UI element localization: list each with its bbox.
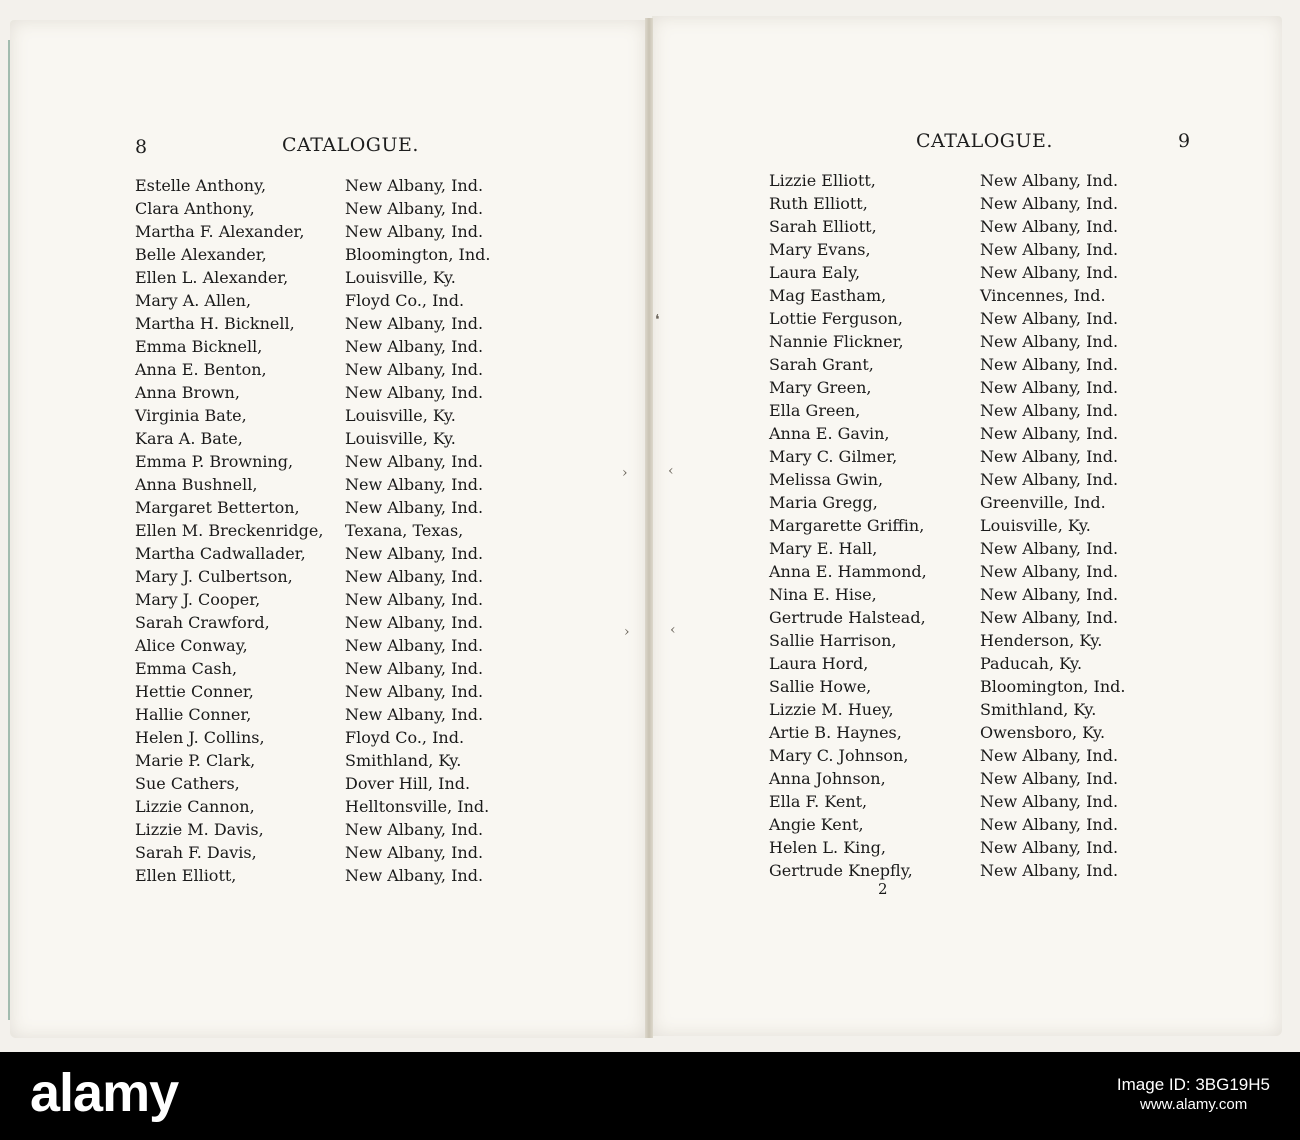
student-hometown: New Albany, Ind. — [345, 199, 484, 218]
student-hometown: New Albany, Ind. — [345, 866, 484, 885]
student-name: Kara A. Bate, — [135, 429, 243, 448]
alamy-logo: alamy — [30, 1063, 179, 1123]
student-hometown: New Albany, Ind. — [345, 590, 484, 609]
student-name: Anna Bushnell, — [135, 475, 258, 494]
student-name: Maria Gregg, — [769, 493, 878, 512]
student-hometown: Smithland, Ky. — [980, 700, 1097, 719]
student-name: Martha Cadwallader, — [135, 544, 306, 563]
student-hometown: Floyd Co., Ind. — [345, 291, 465, 310]
student-name: Lottie Ferguson, — [769, 309, 903, 328]
student-name: Helen L. King, — [769, 838, 886, 857]
student-name: Hallie Conner, — [135, 705, 252, 724]
student-name: Mary E. Hall, — [769, 539, 878, 558]
right-page — [652, 16, 1282, 1036]
student-name: Mag Eastham, — [769, 286, 887, 305]
student-hometown: New Albany, Ind. — [980, 401, 1119, 420]
student-name: Laura Hord, — [769, 654, 869, 673]
student-name: Lizzie M. Huey, — [769, 700, 894, 719]
student-name: Martha F. Alexander, — [135, 222, 305, 241]
student-hometown: New Albany, Ind. — [345, 222, 484, 241]
student-name: Mary Evans, — [769, 240, 871, 259]
student-name: Mary C. Johnson, — [769, 746, 909, 765]
student-hometown: Bloomington, Ind. — [345, 245, 491, 264]
student-name: Anna E. Benton, — [135, 360, 267, 379]
student-name: Estelle Anthony, — [135, 176, 267, 195]
student-hometown: New Albany, Ind. — [345, 176, 484, 195]
student-hometown: Louisville, Ky. — [345, 406, 456, 425]
student-name: Gertrude Knepfly, — [769, 861, 913, 880]
left-page — [10, 20, 646, 1038]
student-name: Sarah Elliott, — [769, 217, 877, 236]
student-name: Mary Green, — [769, 378, 872, 397]
student-name: Margaret Betterton, — [135, 498, 300, 517]
student-hometown: Dover Hill, Ind. — [345, 774, 471, 793]
student-name: Nina E. Hise, — [769, 585, 877, 604]
stitch-mark: ❛ — [655, 312, 660, 328]
student-name: Sue Cathers, — [135, 774, 240, 793]
student-hometown: New Albany, Ind. — [345, 843, 484, 862]
student-name: Hettie Conner, — [135, 682, 254, 701]
student-hometown: New Albany, Ind. — [345, 636, 484, 655]
student-hometown: New Albany, Ind. — [980, 608, 1119, 627]
signature-mark: 2 — [878, 880, 888, 898]
student-hometown: Smithland, Ky. — [345, 751, 462, 770]
student-name: Belle Alexander, — [135, 245, 267, 264]
student-hometown: New Albany, Ind. — [345, 498, 484, 517]
student-name: Sallie Harrison, — [769, 631, 897, 650]
student-name: Sallie Howe, — [769, 677, 872, 696]
student-name: Gertrude Halstead, — [769, 608, 926, 627]
student-hometown: New Albany, Ind. — [980, 447, 1119, 466]
student-hometown: New Albany, Ind. — [345, 383, 484, 402]
student-hometown: New Albany, Ind. — [345, 682, 484, 701]
student-name: Marie P. Clark, — [135, 751, 256, 770]
student-hometown: New Albany, Ind. — [980, 355, 1119, 374]
student-name: Nannie Flickner, — [769, 332, 904, 351]
student-name: Ellen L. Alexander, — [135, 268, 289, 287]
student-hometown: New Albany, Ind. — [345, 452, 484, 471]
student-hometown: New Albany, Ind. — [980, 470, 1119, 489]
student-name: Helen J. Collins, — [135, 728, 265, 747]
student-name: Mary J. Culbertson, — [135, 567, 293, 586]
student-hometown: New Albany, Ind. — [345, 567, 484, 586]
student-hometown: New Albany, Ind. — [980, 424, 1119, 443]
student-hometown: New Albany, Ind. — [345, 659, 484, 678]
student-name: Mary J. Cooper, — [135, 590, 261, 609]
student-name: Margarette Griffin, — [769, 516, 925, 535]
student-hometown: New Albany, Ind. — [980, 769, 1119, 788]
student-name: Artie B. Haynes, — [769, 723, 902, 742]
student-hometown: New Albany, Ind. — [980, 815, 1119, 834]
student-name: Ella F. Kent, — [769, 792, 868, 811]
student-hometown: New Albany, Ind. — [345, 337, 484, 356]
student-hometown: New Albany, Ind. — [980, 263, 1119, 282]
student-hometown: Louisville, Ky. — [345, 268, 456, 287]
image-id-label: Image ID: 3BG19H5 — [1116, 1075, 1270, 1094]
student-hometown: Paducah, Ky. — [980, 654, 1083, 673]
student-hometown: New Albany, Ind. — [980, 792, 1119, 811]
student-hometown: New Albany, Ind. — [345, 820, 484, 839]
student-name: Mary A. Allen, — [135, 291, 252, 310]
student-name: Anna E. Hammond, — [769, 562, 927, 581]
student-name: Lizzie Cannon, — [135, 797, 255, 816]
student-name: Sarah Grant, — [769, 355, 874, 374]
student-hometown: Vincennes, Ind. — [980, 286, 1106, 305]
student-hometown: New Albany, Ind. — [980, 171, 1119, 190]
student-hometown: New Albany, Ind. — [980, 217, 1119, 236]
student-name: Ruth Elliott, — [769, 194, 868, 213]
student-hometown: Greenville, Ind. — [980, 493, 1106, 512]
student-name: Virginia Bate, — [135, 406, 247, 425]
student-name: Emma Bicknell, — [135, 337, 263, 356]
student-hometown: Bloomington, Ind. — [980, 677, 1126, 696]
page-number-left: 8 — [135, 136, 148, 158]
student-hometown: New Albany, Ind. — [345, 544, 484, 563]
student-hometown: New Albany, Ind. — [345, 360, 484, 379]
student-name: Anna Brown, — [135, 383, 240, 402]
page-number-right: 9 — [1178, 130, 1191, 152]
student-name: Angie Kent, — [769, 815, 864, 834]
student-name: Laura Ealy, — [769, 263, 861, 282]
watermark-bar — [0, 1052, 1300, 1140]
student-hometown: New Albany, Ind. — [345, 705, 484, 724]
student-hometown: Louisville, Ky. — [980, 516, 1091, 535]
student-name: Sarah Crawford, — [135, 613, 270, 632]
student-name: Ellen M. Breckenridge, — [135, 521, 324, 540]
student-hometown: Texana, Texas, — [345, 521, 464, 540]
stitch-mark: ‹ — [668, 463, 674, 479]
student-hometown: New Albany, Ind. — [345, 314, 484, 333]
stitch-mark: ‹ — [670, 622, 676, 638]
student-hometown: New Albany, Ind. — [980, 240, 1119, 259]
student-hometown: New Albany, Ind. — [980, 861, 1119, 880]
student-hometown: New Albany, Ind. — [980, 838, 1119, 857]
student-hometown: New Albany, Ind. — [980, 539, 1119, 558]
student-name: Martha H. Bicknell, — [135, 314, 295, 333]
student-name: Ella Green, — [769, 401, 861, 420]
site-url: www.alamy.com — [1140, 1096, 1248, 1113]
student-hometown: Owensboro, Ky. — [980, 723, 1106, 742]
student-hometown: New Albany, Ind. — [980, 746, 1119, 765]
student-hometown: New Albany, Ind. — [980, 194, 1119, 213]
book-gutter — [645, 18, 653, 1038]
student-name: Emma P. Browning, — [135, 452, 294, 471]
page-header-right: CATALOGUE. — [916, 130, 1053, 152]
student-hometown: New Albany, Ind. — [980, 585, 1119, 604]
student-hometown: New Albany, Ind. — [345, 613, 484, 632]
stitch-mark: › — [622, 465, 628, 481]
student-hometown: Henderson, Ky. — [980, 631, 1103, 650]
student-name: Lizzie M. Davis, — [135, 820, 264, 839]
student-name: Mary C. Gilmer, — [769, 447, 898, 466]
student-hometown: New Albany, Ind. — [980, 332, 1119, 351]
student-hometown: New Albany, Ind. — [980, 309, 1119, 328]
student-hometown: Louisville, Ky. — [345, 429, 456, 448]
student-hometown: New Albany, Ind. — [980, 378, 1119, 397]
page-header-left: CATALOGUE. — [282, 134, 419, 156]
student-name: Emma Cash, — [135, 659, 238, 678]
student-name: Alice Conway, — [135, 636, 248, 655]
student-name: Anna E. Gavin, — [769, 424, 890, 443]
stitch-mark: › — [624, 624, 630, 640]
student-name: Melissa Gwin, — [769, 470, 884, 489]
student-name: Anna Johnson, — [769, 769, 886, 788]
student-hometown: New Albany, Ind. — [345, 475, 484, 494]
student-hometown: Floyd Co., Ind. — [345, 728, 465, 747]
student-name: Lizzie Elliott, — [769, 171, 876, 190]
student-name: Clara Anthony, — [135, 199, 255, 218]
student-hometown: Helltonsville, Ind. — [345, 797, 490, 816]
student-hometown: New Albany, Ind. — [980, 562, 1119, 581]
student-name: Sarah F. Davis, — [135, 843, 257, 862]
student-name: Ellen Elliott, — [135, 866, 237, 885]
